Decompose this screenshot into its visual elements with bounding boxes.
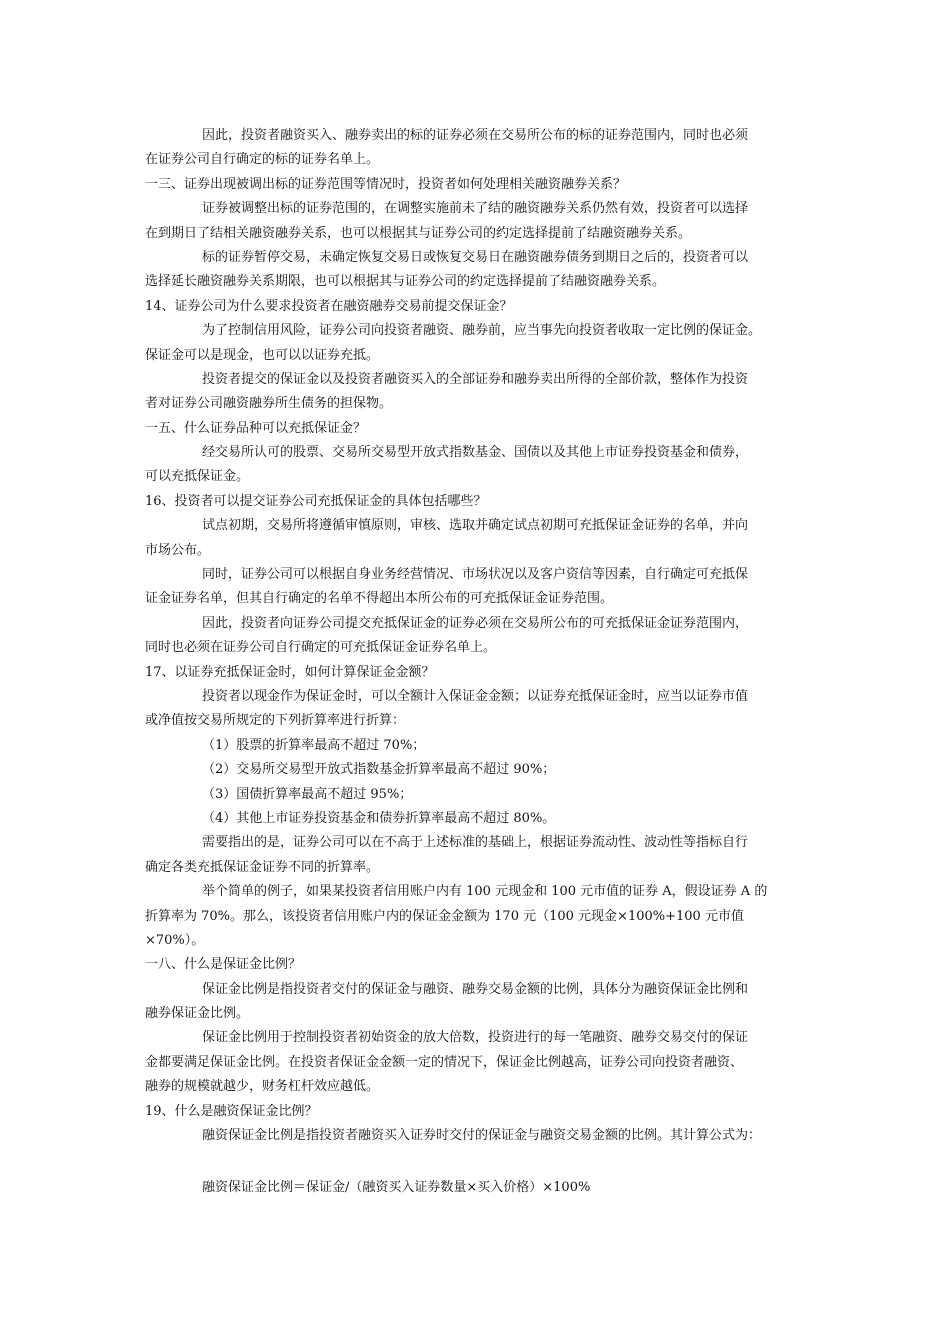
text-line: 或净值按交易所规定的下列折算率进行折算：: [145, 713, 406, 729]
text-line: 经交易所认可的股票、交易所交易型开放式指数基金、国债以及其他上市证券投资基金和债券，: [202, 445, 749, 461]
text-line: 保证金比例是指投资者交付的保证金与融资、融券交易金额的比例，具体分为融资保证金比例和: [202, 981, 749, 997]
text-line: 证券被调整出标的证券范围的，在调整实施前未了结的融资融券关系仍然有效，投资者可以选择: [202, 201, 749, 217]
text-line: 14、证券公司为什么要求投资者在融资融券交易前提交保证金？: [145, 298, 513, 314]
text-line: （3）国债折算率最高不超过 95%；: [202, 786, 413, 802]
text-line: 在证券公司自行确定的标的证券名单上。: [145, 152, 380, 168]
text-line: （1）股票的折算率最高不超过 70%；: [202, 737, 426, 753]
text-line: 者对证券公司融资融券所生债务的担保物。: [145, 396, 393, 412]
text-line: 市场公布。: [145, 542, 211, 558]
text-line: 融券保证金比例。: [145, 1006, 250, 1022]
document-body: [145, 124, 813, 1201]
text-line: 一三、证券出现被调出标的证券范围等情况时，投资者如何处理相关融资融券关系？: [145, 176, 627, 192]
text-line: 融资保证金比例是指投资者融资买入证券时交付的保证金与融资交易金额的比例。其计算公式为：: [202, 1128, 762, 1144]
text-line: 保证金可以是现金，也可以以证券充抵。: [145, 347, 380, 363]
text-line: 折算率为 70%。那么，该投资者信用账户内的保证金金额为 170 元（100 元现金×100%+100 元市值: [145, 908, 744, 924]
text-line: 可以充抵保证金。: [145, 469, 250, 485]
text-line: 标的证券暂停交易，未确定恢复交易日或恢复交易日在融资融券债务到期日之后的，投资者可以: [202, 249, 749, 265]
text-line: 投资者提交的保证金以及投资者融资买入的全部证券和融券卖出所得的全部价款，整体作为投资: [202, 371, 749, 387]
text-line: 融资保证金比例＝保证金/（融资买入证券数量×买入价格）×100%: [202, 1180, 591, 1196]
text-line: （4）其他上市证券投资基金和债券折算率最高不超过 80%。: [202, 810, 556, 826]
text-line: 保证金比例用于控制投资者初始资金的放大倍数，投资进行的每一笔融资、融券交易交付的保证: [202, 1030, 749, 1046]
text-line: 确定各类充抵保证金证券不同的折算率。: [145, 859, 380, 875]
text-line: 16、投资者可以提交证券公司充抵保证金的具体包括哪些？: [145, 493, 487, 509]
text-line: 试点初期，交易所将遵循审慎原则，审核、选取并确定试点初期可充抵保证金证券的名单，并向: [202, 518, 749, 534]
text-line: （2）交易所交易型开放式指数基金折算率最高不超过 90%；: [202, 762, 556, 778]
text-line: 一五、什么证券品种可以充抵保证金？: [145, 420, 367, 436]
text-line: 需要指出的是，证券公司可以在不高于上述标准的基础上，根据证券流动性、波动性等指标自行: [202, 835, 749, 851]
text-line: 17、以证券充抵保证金时，如何计算保证金金额？: [145, 664, 435, 680]
text-line: 同时也必须在证券公司自行确定的可充抵保证金证券名单上。: [145, 640, 497, 656]
text-line: 举个简单的例子，如果某投资者信用账户内有 100 元现金和 100 元市值的证券 A，假设证券 A 的: [202, 884, 768, 900]
text-line: 证金证券名单，但其自行确定的名单不得超出本所公布的可充抵保证金证券范围。: [145, 591, 614, 607]
text-line: 一八、什么是保证金比例？: [145, 957, 302, 973]
text-line: 19、什么是融资保证金比例？: [145, 1103, 318, 1119]
text-line: 同时，证券公司可以根据自身业务经营情况、市场状况以及客户资信等因素，自行确定可充抵保: [202, 567, 749, 583]
text-line: 融券的规模就越少，财务杠杆效应越低。: [145, 1079, 380, 1095]
text-line: ×70%）。: [145, 932, 205, 948]
text-line: 选择延长融资融券关系期限，也可以根据其与证券公司的约定选择提前了结融资融券关系。: [145, 274, 666, 290]
text-line: 为了控制信用风险，证券公司向投资者融资、融券前，应当事先向投资者收取一定比例的保证金。: [202, 323, 762, 339]
text-line: 投资者以现金作为保证金时，可以全额计入保证金金额；以证券充抵保证金时，应当以证券市值: [202, 688, 749, 704]
text-line: 因此，投资者融资买入、融券卖出的标的证券必须在交易所公布的标的证券范围内，同时也必须: [202, 128, 749, 143]
text-line: 金都要满足保证金比例。在投资者保证金金额一定的情况下，保证金比例越高，证券公司向投资者融资、: [145, 1054, 744, 1070]
text-line: 因此，投资者向证券公司提交充抵保证金的证券必须在交易所公布的可充抵保证金证券范围内，: [202, 615, 749, 631]
text-line: 在到期日了结相关融资融券关系，也可以根据其与证券公司的约定选择提前了结融资融券关系。: [145, 225, 692, 241]
blank-line: [145, 1148, 813, 1176]
